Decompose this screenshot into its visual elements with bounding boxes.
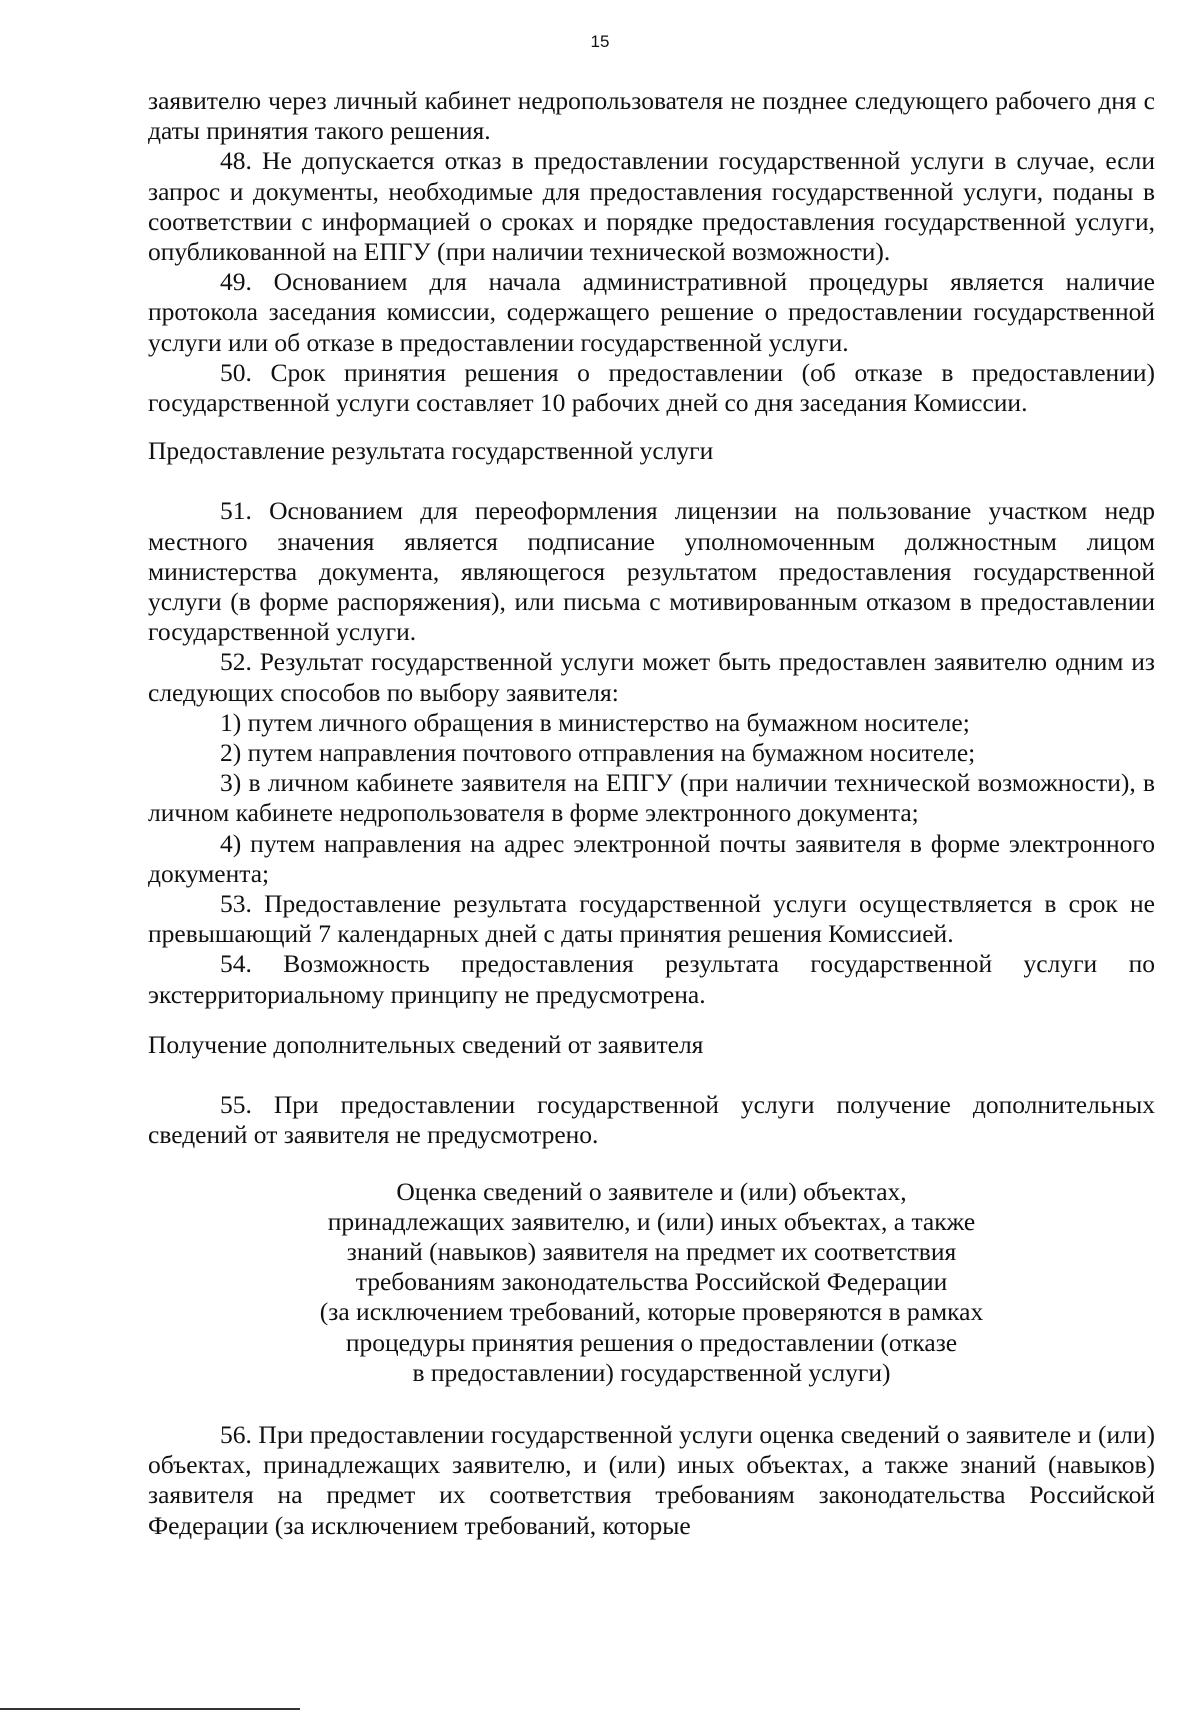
list-item-4: 4) путем направления на адрес электронной почты заявителя в форме электронного документа; xyxy=(148,828,1155,888)
paragraph-54: 54. Возможность предоставления результата государственной услуги по экстерриториальному принципу не предусмотрена. xyxy=(148,949,1155,1009)
heading-line: принадлежащих заявителю, и (или) иных объектах, а также xyxy=(327,1206,976,1236)
paragraph-53: 53. Предоставление результата государственной услуги осуществляется в срок не превышающий 7 календарных дней с даты принятия решения Комиссией. xyxy=(148,889,1155,949)
section-heading-additional-info: Получение дополнительных сведений от заявителя xyxy=(148,1029,704,1059)
paragraph-52: 52. Результат государственной услуги может быть предоставлен заявителю одним из следующих способов по выбору заявителя: xyxy=(148,647,1155,707)
heading-line: (за исключением требований, которые проверяются в рамках xyxy=(319,1297,984,1327)
paragraph-50: 50. Срок принятия решения о предоставлении (об отказе в предоставлении) государственной услуги составляет 10 рабочих дней со дня заседания Комиссии. xyxy=(148,357,1155,418)
section-heading-assessment xyxy=(148,1177,1155,1388)
list-item-2: 2) путем направления почтового отправления на бумажном носителе; xyxy=(220,738,976,768)
paragraph-47-continuation: заявителю через личный кабинет недропользователя не позднее следующего рабочего дня с даты принятия такого решения. xyxy=(148,86,1155,146)
heading-line: в предоставлении) государственной услуги) xyxy=(412,1357,891,1387)
page-number: 15 xyxy=(590,32,610,51)
paragraph-55: 55. При предоставлении государственной услуги получение дополнительных сведений от заявителя не предусмотрено. xyxy=(148,1090,1155,1150)
list-item-1: 1) путем личного обращения в министерство на бумажном носителе; xyxy=(220,707,970,737)
footer-rule xyxy=(0,1708,300,1710)
heading-line: Оценка сведений о заявителе и (или) объектах, xyxy=(396,1176,907,1206)
paragraph-56: 56. При предоставлении государственной услуги оценка сведений о заявителе и (или) объектах, принадлежащих заявителю, и (или) иных объектах, а также знаний (навыков) заявителя на предмет их соответствия требованиям законодательства Российской Федерации (за исключением требований, которые xyxy=(148,1419,1155,1540)
list-item-3: 3) в личном кабинете заявителя на ЕПГУ (при наличии технической возможности), в личном кабинете недропользователя в форме электронного документа; xyxy=(148,768,1155,828)
heading-line: требованиям законодательства Российской Федерации xyxy=(355,1267,948,1297)
document-body xyxy=(148,86,1155,1541)
heading-line: процедуры принятия решения о предоставлении (отказе xyxy=(345,1327,958,1357)
section-heading-result: Предоставление результата государственной услуги xyxy=(148,436,714,466)
paragraph-51: 51. Основанием для переоформления лицензии на пользование участком недр местного значения является подписание уполномоченным должностным лицом министерства документа, являющегося результатом предоставления государственной услуги (в форме распоряжения), или письма с мотивированным отказом в предоставлении государственной услуги. xyxy=(148,496,1155,647)
paragraph-48: 48. Не допускается отказ в предоставлении государственной услуги в случае, если запрос и документы, необходимые для предоставления государственной услуги, поданы в соответствии с информацией о сроках и порядке предоставления государственной услуги, опубликованной на ЕПГУ (при наличии технической возможности). xyxy=(148,146,1155,267)
heading-line: знаний (навыков) заявителя на предмет их соответствия xyxy=(346,1236,957,1266)
paragraph-49: 49. Основанием для начала административной процедуры является наличие протокола заседания комиссии, содержащего решение о предоставлении государственной услуги или об отказе в предоставлении государственной услуги. xyxy=(148,267,1155,357)
